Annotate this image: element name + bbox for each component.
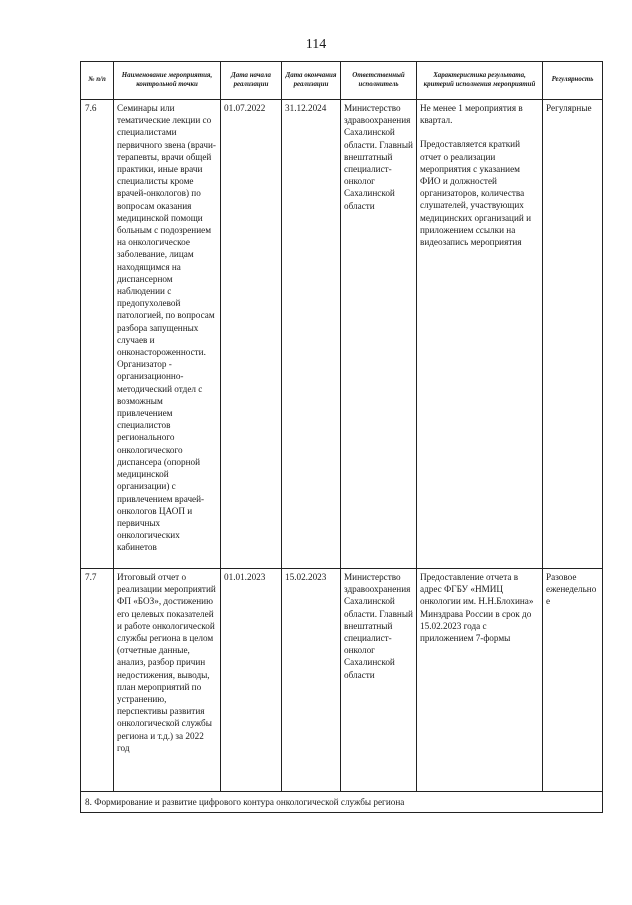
- header-end: Дата окончания реализации: [282, 62, 341, 100]
- row-result: [417, 100, 543, 569]
- row-result: Предоставление отчета в адрес ФГБУ «НМИЦ онкологии им. Н.Н.Блохина» Минздрава России в срок до 15.02.2023 года с приложением 7-формы: [417, 569, 543, 792]
- row-executor: Министерство здравоохранения Сахалинской области. Главный внештатный специалист-онколог Сахалинской области: [341, 569, 417, 792]
- page-number: 114: [305, 37, 327, 52]
- row-result-criterion: Не менее 1 мероприятия в квартал.: [420, 103, 523, 126]
- section-row: [81, 792, 603, 813]
- header-num: № п/п: [81, 62, 114, 100]
- table-header-row: [81, 62, 603, 100]
- row-regularity: Регулярные: [543, 100, 603, 569]
- header-regularity: Регулярность: [543, 62, 603, 100]
- row-regularity: Разовое еженедельное: [543, 569, 603, 792]
- row-end-date: 15.02.2023: [282, 569, 341, 792]
- table-row: [81, 569, 603, 792]
- header-result: Характеристика результата, критерий исполнения мероприятий: [417, 62, 543, 100]
- header-executor: Ответственный исполнитель: [341, 62, 417, 100]
- row-num: 7.6: [81, 100, 114, 569]
- section-heading: 8. Формирование и развитие цифрового контура онкологической службы региона: [81, 792, 603, 813]
- row-name: Семинары или тематические лекции со специалистами первичного звена (врачи-терапевты, врачи общей практики, иные врачи специалисты кроме врачей-онкологов) по вопросам оказания медицинской помощи больным с подозрением на онкологическое заболевание, лицам находящимся на диспансерном наблюдении с предопухолевой патологией, по вопросам разбора запущенных случаев и онконастороженности. Организатор - организационно-методический отдел с возможным привлечением специалистов регионального онкологического диспансера (опорной медицинской организации) с привлечением врачей-онкологов ЦАОП и первичных онкологических кабинетов: [114, 100, 221, 569]
- header-start: Дата начала реализации: [221, 62, 282, 100]
- row-start-date: 01.07.2022: [221, 100, 282, 569]
- activities-table: [80, 61, 603, 813]
- row-result-report: Предоставляется краткий отчет о реализации мероприятия с указанием ФИО и должностей организаторов, количества слушателей, участвующих медицинских организаций и приложением ссылки на видеозапись мероприятия: [420, 139, 531, 248]
- row-start-date: 01.01.2023: [221, 569, 282, 792]
- row-name: Итоговый отчет о реализации мероприятий ФП «БОЗ», достижению его целевых показателей и работе онкологической службы региона в целом (отчетные данные, анализ, разбор причин недостижения, выводы, план мероприятий по устранению, перспективы развития онкологической службы региона и т.д.) за 2022 год: [114, 569, 221, 792]
- table-row: [81, 100, 603, 569]
- row-executor: Министерство здравоохранения Сахалинской области. Главный внештатный специалист-онколог Сахалинской области: [341, 100, 417, 569]
- row-end-date: 31.12.2024: [282, 100, 341, 569]
- row-num: 7.7: [81, 569, 114, 792]
- header-name: Наименование мероприятия, контрольной точки: [114, 62, 221, 100]
